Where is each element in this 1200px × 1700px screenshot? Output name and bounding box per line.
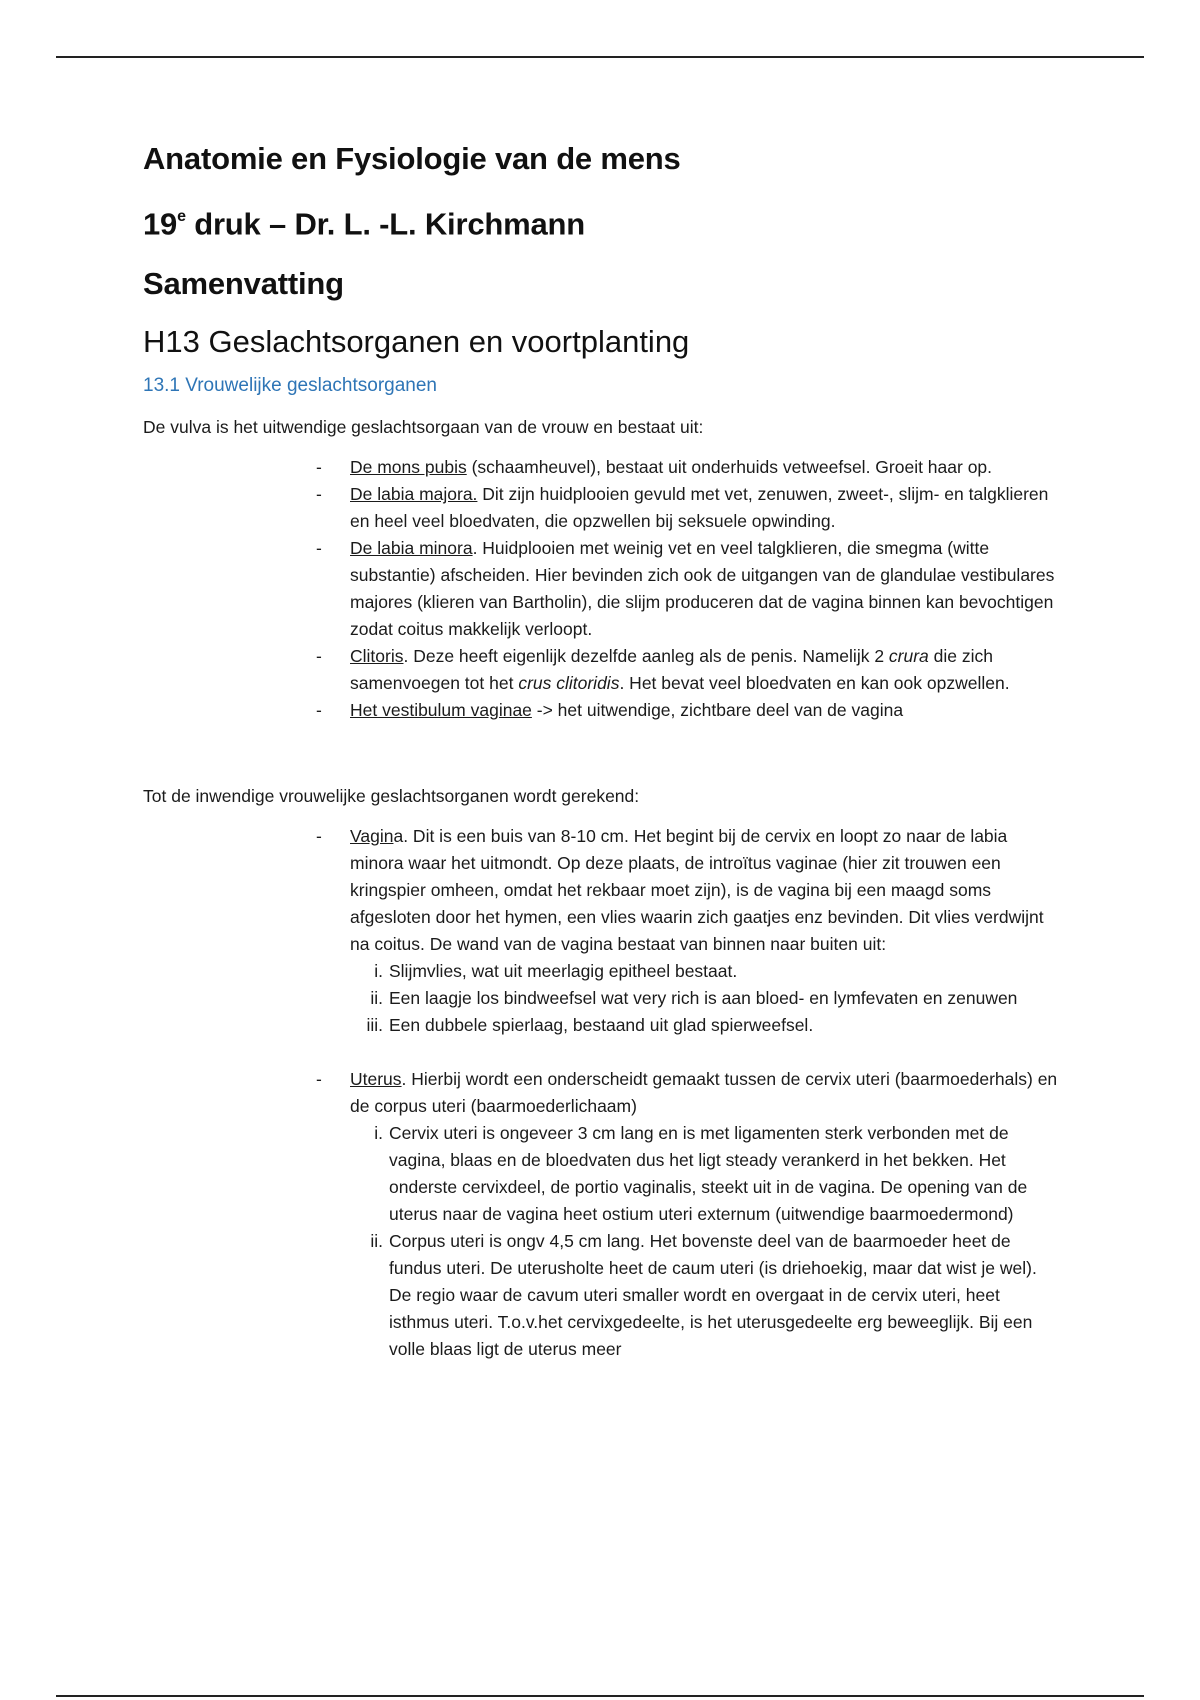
- list-item-clitoris: [316, 643, 1063, 697]
- bullet-dash: -: [316, 700, 322, 721]
- term-vagina: Vagin: [350, 826, 394, 847]
- term-mons-pubis: De mons pubis: [350, 457, 467, 478]
- section-heading: 13.1 Vrouwelijke geslachtsorganen: [143, 375, 437, 397]
- vagina-layer-item: [370, 985, 1063, 1012]
- bullet-dash: -: [316, 538, 322, 559]
- vagina-layer-item: [366, 1012, 1063, 1039]
- clitoris-description-1: . Deze heeft eigenlijk dezelfde aanleg als de penis. Namelijk 2: [403, 646, 889, 667]
- term-clitoris: Clitoris: [350, 646, 404, 667]
- list-item-mons-pubis: [316, 454, 1063, 481]
- header-rule: [56, 56, 1144, 58]
- internal-organs-list: [143, 823, 1063, 1363]
- list-item-vagina: [316, 823, 1063, 1066]
- item-text: Een dubbele spierlaag, bestaand uit glad spierweefsel.: [389, 1015, 814, 1036]
- spacer: [350, 1039, 1063, 1066]
- item-number: iii.: [366, 1015, 383, 1036]
- vagina-layer-item: [374, 958, 1063, 985]
- edition-author-text: druk – Dr. L. -L. Kirchmann: [185, 206, 585, 242]
- list-item-labia-minora: [316, 535, 1063, 643]
- term-uterus: Uterus: [350, 1069, 402, 1090]
- bullet-dash: -: [316, 484, 322, 505]
- term-vestibulum: Het vestibulum vaginae: [350, 700, 532, 721]
- vulva-intro: De vulva is het uitwendige geslachtsorgaan van de vrouw en bestaat uit:: [143, 417, 704, 438]
- term-labia-minora: De labia minora: [350, 538, 473, 559]
- clitoris-description-3: . Het bevat veel bloedvaten en kan ook opzwellen.: [619, 673, 1010, 694]
- summary-label: Samenvatting: [143, 266, 344, 302]
- term-labia-majora: De labia majora.: [350, 484, 478, 505]
- bullet-dash: -: [316, 1069, 322, 1090]
- edition-author-line: [143, 200, 1063, 243]
- internal-organs-intro: Tot de inwendige vrouwelijke geslachtsorganen wordt gerekend:: [143, 786, 640, 807]
- vagina-layers-list: [350, 958, 1063, 1039]
- item-number: ii.: [370, 988, 383, 1009]
- uterus-part-item: [370, 1228, 1063, 1363]
- bullet-dash: -: [316, 457, 322, 478]
- item-number: i.: [374, 961, 383, 982]
- item-text: Een laagje los bindweefsel wat very rich is aan bloed- en lymfevaten en zenuwen: [389, 988, 1018, 1009]
- bullet-dash: -: [316, 826, 322, 847]
- labia-majora-description: Dit zijn huidplooien gevuld met vet, zenuwen, zweet-, slijm- en talgklieren en heel veel bloedvaten, die opzwellen bij seksuele opwinding.: [350, 484, 1049, 532]
- vagina-description: . Dit is een buis van 8-10 cm. Het begint bij de cervix en loopt zo naar de labia minora waar het uitmondt. Op deze plaats, de introïtus vaginae (hier zit trouwen een kringspier omheen, omdat het rekbaar moet zijn), is de vagina bij een maagd soms afgesloten door het hymen, een vlies waarin zich gaatjes enz bevinden. Dit vlies verdwijnt na coitus. De wand van de vagina bestaat van binnen naar buiten uit:: [350, 826, 1044, 955]
- item-number: i.: [374, 1123, 383, 1144]
- vestibulum-description: -> het uitwendige, zichtbare deel van de vagina: [531, 700, 904, 721]
- list-item-labia-majora: [316, 481, 1063, 535]
- item-text: Slijmvlies, wat uit meerlagig epitheel bestaat.: [389, 961, 738, 982]
- list-item-uterus: [316, 1066, 1063, 1363]
- labia-minora-description: . Huidplooien met weinig vet en veel talgklieren, die smegma (witte substantie) afscheiden. Hier bevinden zich ook de uitgangen van de glandulae vestibulares majores (klieren van Bartholin), die slijm produceren dat de vagina binnen kan bevochtigen zodat coitus makkelijk verloopt.: [350, 538, 1055, 640]
- term-crura: crura: [888, 646, 929, 667]
- clitoris-description-2: die zich samenvoegen tot het: [350, 646, 993, 694]
- item-number: ii.: [370, 1231, 383, 1252]
- list-item-vestibulum: [316, 697, 1063, 724]
- spacer: [143, 724, 1063, 783]
- edition-superscript: e: [177, 208, 186, 225]
- chapter-heading: H13 Geslachtsorganen en voortplanting: [143, 324, 690, 360]
- bullet-dash: -: [316, 646, 322, 667]
- item-text: Cervix uteri is ongeveer 3 cm lang en is met ligamenten sterk verbonden met de vagina, blaas en de bloedvaten dus het ligt steady verankerd in het bekken. Het onderste cervixdeel, de portio vaginalis, steekt uit in de vagina. De opening van de uterus naar de vagina heet ostium uteri externum (uitwendige baarmoedermond): [389, 1123, 1028, 1225]
- mons-pubis-description: (schaamheuvel), bestaat uit onderhuids vetweefsel. Groeit haar op.: [466, 457, 993, 478]
- uterus-part-item: [374, 1120, 1063, 1228]
- term-vagina-tail: a: [393, 826, 404, 847]
- footer-rule: [56, 1695, 1144, 1697]
- term-crus-clitoridis: crus clitoridis: [518, 673, 620, 694]
- edition-number: 19: [143, 206, 178, 242]
- document-title: Anatomie en Fysiologie van de mens: [143, 141, 681, 176]
- uterus-parts-list: [350, 1120, 1063, 1363]
- uterus-description: . Hierbij wordt een onderscheidt gemaakt tussen de cervix uteri (baarmoederhals) en de corpus uteri (baarmoederlichaam): [350, 1069, 1058, 1117]
- external-organs-list: [143, 454, 1063, 724]
- item-text: Corpus uteri is ongv 4,5 cm lang. Het bovenste deel van de baarmoeder heet de fundus uteri. De uterusholte heet de caum uteri (is driehoekig, maar dat wist je wel). De regio waar de cavum uteri smaller wordt en overgaat in de cervix uteri, heet isthmus uteri. T.o.v.het cervixgedeelte, is het uterusgedeelte erg beweeglijk. Bij een volle blaas ligt de uterus meer: [389, 1231, 1037, 1360]
- document-body: [143, 140, 1063, 1363]
